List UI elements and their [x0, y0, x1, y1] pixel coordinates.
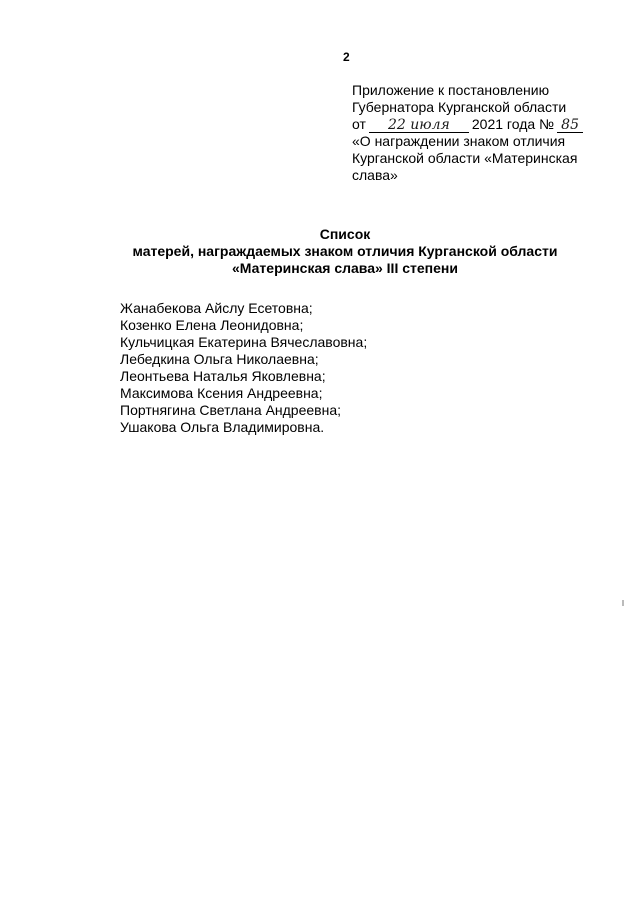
appendix-date-line [352, 116, 602, 133]
list-item: Максимова Ксения Андреевна; [120, 385, 323, 401]
list-item: Портнягина Светлана Андреевна; [120, 402, 342, 418]
title-line-2: матерей, награждаемых знаком отличия Курганской области [132, 243, 558, 259]
names-list [120, 300, 367, 436]
appendix-from-prefix: от [352, 116, 366, 132]
document-title [110, 226, 580, 277]
appendix-line-1: Приложение к постановлению [352, 82, 550, 98]
list-item: Лебедкина Ольга Николаевна; [120, 351, 319, 367]
appendix-line-2: Губернатора Курганской области [352, 99, 567, 115]
title-line-1: Список [319, 226, 371, 242]
page-number: 2 [343, 50, 350, 64]
list-item: Козенко Елена Леонидовна; [120, 317, 304, 333]
list-item: Ушакова Ольга Владимировна. [120, 419, 325, 435]
appendix-line-4: «О награждении знаком отличия [352, 133, 566, 149]
title-line-3: «Материнская слава» III степени [232, 260, 458, 276]
handwritten-number: 85 [557, 119, 583, 133]
appendix-line-5: Курганской области «Материнская [352, 150, 578, 166]
handwritten-date: 22 июля [369, 119, 469, 133]
appendix-year-text: 2021 года № [471, 116, 555, 132]
appendix-header [352, 82, 602, 184]
list-item: Жанабекова Айслу Есетовна; [120, 300, 313, 316]
appendix-line-6: слава» [352, 167, 398, 183]
scan-edge-mark [622, 600, 624, 606]
list-item: Леонтьева Наталья Яковлевна; [120, 368, 326, 384]
list-item: Кульчицкая Екатерина Вячеславовна; [120, 334, 368, 350]
